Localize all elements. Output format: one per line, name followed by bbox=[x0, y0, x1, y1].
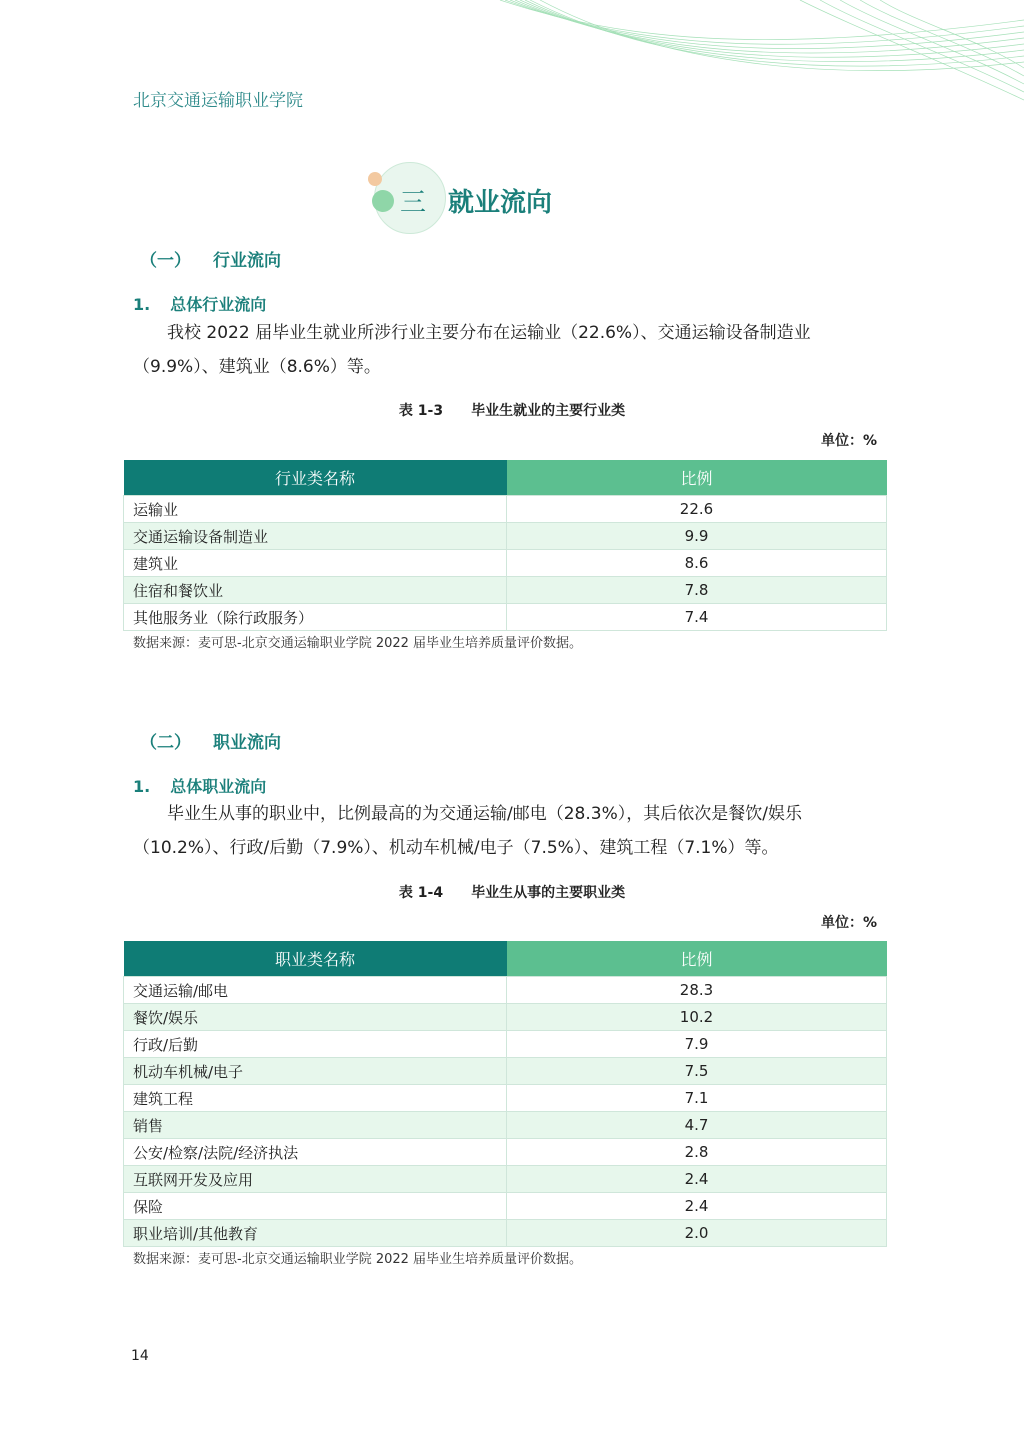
cell-value: 2.0 bbox=[507, 1220, 887, 1247]
header-org-name: 北京交通运输职业学院 bbox=[133, 91, 303, 111]
cell-name: 其他服务业（除行政服务） bbox=[124, 604, 507, 631]
industry-sub-num: 1. bbox=[133, 295, 151, 314]
industry-paragraph: 我校 2022 届毕业生就业所涉行业主要分布在运输业（22.6%）、交通运输设备制造业（9.9%）、建筑业（8.6%）等。 bbox=[133, 323, 811, 377]
caption-number: 表 1-4 bbox=[398, 885, 444, 901]
cell-value: 22.6 bbox=[507, 496, 887, 523]
occupation-heading-label: 职业流向 bbox=[213, 733, 281, 753]
occupation-sub-num: 1. bbox=[133, 777, 151, 796]
cell-name: 公安/检察/法院/经济执法 bbox=[124, 1139, 507, 1166]
cell-name: 餐饮/娱乐 bbox=[124, 1004, 507, 1031]
table-row bbox=[124, 1139, 887, 1166]
industry-heading-num: （一） bbox=[140, 251, 191, 271]
decorative-dot bbox=[368, 172, 382, 186]
occupation-heading bbox=[140, 728, 281, 753]
table-row bbox=[124, 1193, 887, 1220]
column-header-ratio: 比例 bbox=[507, 941, 887, 977]
table-row bbox=[124, 1166, 887, 1193]
table-1-3-caption bbox=[0, 400, 1024, 420]
table-row bbox=[124, 1058, 887, 1085]
caption-number: 表 1-3 bbox=[398, 403, 444, 419]
table-row bbox=[124, 1085, 887, 1112]
cell-name: 机动车机械/电子 bbox=[124, 1058, 507, 1085]
cell-name: 交通运输/邮电 bbox=[124, 977, 507, 1004]
column-header-ratio: 比例 bbox=[507, 460, 887, 496]
cell-name: 保险 bbox=[124, 1193, 507, 1220]
cell-value: 2.8 bbox=[507, 1139, 887, 1166]
section-number: 三 bbox=[400, 188, 427, 218]
industry-heading-label: 行业流向 bbox=[213, 251, 281, 271]
occupation-sub-label: 总体职业流向 bbox=[170, 777, 267, 796]
cell-name: 互联网开发及应用 bbox=[124, 1166, 507, 1193]
industry-heading bbox=[140, 246, 281, 271]
table-row bbox=[124, 1112, 887, 1139]
page-number: 14 bbox=[131, 1348, 149, 1364]
industry-sub-label: 总体行业流向 bbox=[170, 295, 267, 314]
table-row bbox=[124, 577, 887, 604]
column-header-name: 行业类名称 bbox=[124, 460, 507, 496]
table-1-4-caption bbox=[0, 882, 1024, 902]
cell-value: 2.4 bbox=[507, 1166, 887, 1193]
cell-value: 7.9 bbox=[507, 1031, 887, 1058]
table-row bbox=[124, 1031, 887, 1058]
industry-source: 数据来源：麦可思-北京交通运输职业学院 2022 届毕业生培养质量评价数据。 bbox=[133, 636, 583, 651]
occupation-paragraph: 毕业生从事的职业中，比例最高的为交通运输/邮电（28.3%），其后依次是餐饮/娱乐（10.2%）、行政/后勤（7.9%）、机动车机械/电子（7.5%）、建筑工程（7.1%）等。 bbox=[133, 804, 802, 858]
unit-label: 单位：% bbox=[820, 433, 877, 449]
caption-text: 毕业生就业的主要行业类 bbox=[471, 403, 626, 419]
occupation-subheading bbox=[133, 774, 266, 797]
table-row bbox=[124, 977, 887, 1004]
cell-value: 28.3 bbox=[507, 977, 887, 1004]
cell-name: 建筑业 bbox=[124, 550, 507, 577]
table-row bbox=[124, 1220, 887, 1247]
section-heading bbox=[368, 160, 588, 235]
cell-value: 4.7 bbox=[507, 1112, 887, 1139]
cell-name: 交通运输设备制造业 bbox=[124, 523, 507, 550]
cell-value: 7.4 bbox=[507, 604, 887, 631]
cell-value: 2.4 bbox=[507, 1193, 887, 1220]
section-title: 就业流向 bbox=[448, 188, 553, 218]
cell-name: 销售 bbox=[124, 1112, 507, 1139]
cell-name: 住宿和餐饮业 bbox=[124, 577, 507, 604]
cell-name: 行政/后勤 bbox=[124, 1031, 507, 1058]
table-row bbox=[124, 523, 887, 550]
occupation-heading-num: （二） bbox=[140, 733, 191, 753]
cell-value: 7.8 bbox=[507, 577, 887, 604]
cell-value: 10.2 bbox=[507, 1004, 887, 1031]
column-header-name: 职业类名称 bbox=[124, 941, 507, 977]
cell-name: 建筑工程 bbox=[124, 1085, 507, 1112]
cell-name: 运输业 bbox=[124, 496, 507, 523]
table-row bbox=[124, 550, 887, 577]
cell-name: 职业培训/其他教育 bbox=[124, 1220, 507, 1247]
table-row bbox=[124, 604, 887, 631]
industry-table bbox=[123, 460, 887, 631]
unit-label: 单位：% bbox=[820, 915, 877, 931]
occupation-source: 数据来源：麦可思-北京交通运输职业学院 2022 届毕业生培养质量评价数据。 bbox=[133, 1252, 583, 1267]
decorative-dot bbox=[372, 190, 394, 212]
cell-value: 9.9 bbox=[507, 523, 887, 550]
cell-value: 8.6 bbox=[507, 550, 887, 577]
table-row bbox=[124, 1004, 887, 1031]
cell-value: 7.5 bbox=[507, 1058, 887, 1085]
table-row bbox=[124, 496, 887, 523]
occupation-table bbox=[123, 941, 887, 1247]
caption-text: 毕业生从事的主要职业类 bbox=[471, 885, 626, 901]
cell-value: 7.1 bbox=[507, 1085, 887, 1112]
industry-subheading bbox=[133, 292, 266, 315]
